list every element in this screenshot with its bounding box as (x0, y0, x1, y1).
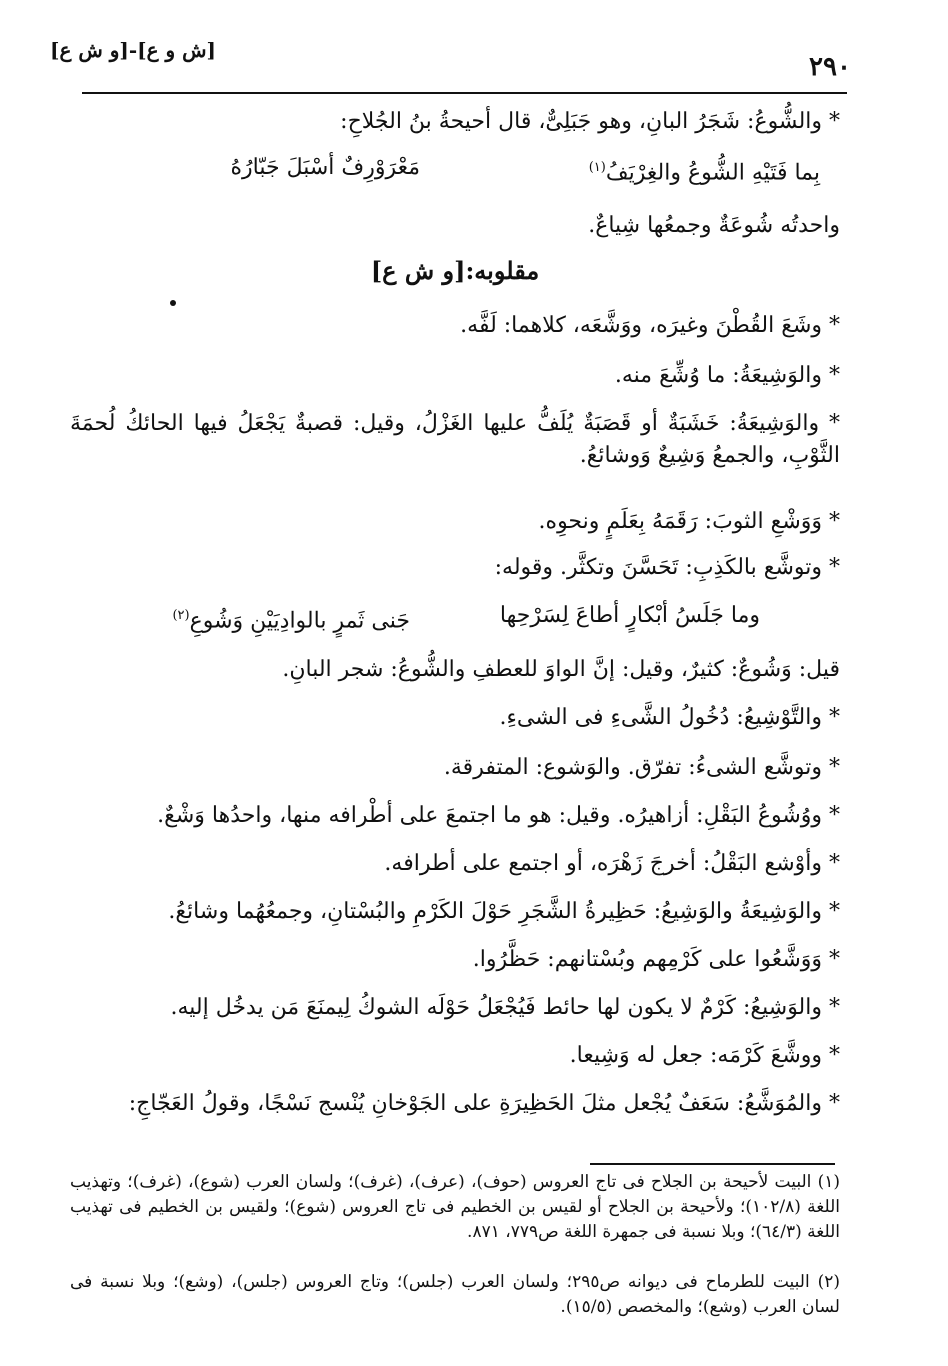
entry-awsha-baql: * وأوْشع البَقْلُ: أخرجَ زَهْرَه، أو اجتمع على أطرافه. (384, 851, 840, 876)
entry-wushu-baql: * ووُشُوعُ البَقْلِ: أزاهيرُه. وقيل: هو ما اجتمعَ على أطْرافه منها، واحدُها وَشْعٌ. (157, 803, 840, 828)
footnote-1: (١) البيت لأحيحة بن الجلاح فى تاج العروس (حوف)، (عرف)، (غرف)؛ ولسان العرب (شوع)، (غرف)؛ وتهذيب اللغة (١٠٢/٨)؛ ولأحيحة بن الجلاح أو لقيس بن الخطيم فى تاج العروس (شوع)؛ ولقيس بن الخطيم فى تهذيب اللغة (٦٤/٣)؛ وبلا نسبة فى جمهرة اللغة ص٧٧٩، ٨٧١. (70, 1172, 840, 1242)
entry-tawashsha-shay: * وتوشَّع الشىءُ: تفرّق. والوَشوع: المتفرقة. (443, 755, 840, 780)
entry-washsha-karmah: * ووشَّعَ كَرْمَه: جعل له وَشِيعا. (569, 1043, 840, 1068)
footnote-2: (٢) البيت للطرماح فى ديوانه ص٢٩٥؛ ولسان العرب (جلس)؛ وتاج العروس (جلس)، (وشع)؛ وبلا نسبة فى لسان العرب (وشع)؛ والمخصص (١٥/٥). (70, 1272, 840, 1317)
entry-tawshi: * والتَّوْشِيعُ: دُخُولُ الشَّىءِ فى الشىءِ. (499, 705, 840, 730)
entry-washu: قيل: وَشُوعٌ: كثيرٌ، وقيل: إنَّ الواوَ للعطفِ والشُّوعُ: شجر البانِ. (282, 657, 840, 682)
entry-shaw: * والشُّوعُ: شَجَرُ البانِ، وهو جَبَلِىٌّ، قال أحيحةُ بنُ الجُلاحِ: (340, 109, 840, 134)
entry-tawashsha-kadhib: * وتوشَّع بالكَذِبِ: تَحَسَّنَ وتكثَّر. وقوله: (494, 555, 840, 580)
footnote-rule (590, 1163, 835, 1165)
entry-washa-thawb: * وَوَشْعِ الثوبَ: رَقَمَهُ بِعَلَمٍ ونحوِه. (538, 509, 840, 534)
entry-washia-2: * والوَشِيعَةُ: خَشَبَةٌ أو قَصَبَةٌ يُلَفُّ عليها الغَزْلُ، وقيل: قصبةٌ يَجْعَلُ فيها الحائكُ لُحمَةَ الثَّوْبِ، والجمعُ وَشِيعٌ وَوشائعُ. (70, 411, 840, 468)
footnote-marker-1: (١) (588, 160, 606, 175)
entry-wahidatuhu: واحدتُه شُوعَةٌ وجمعُها شِياعٌ. (588, 213, 840, 238)
page-number: ٢٩٠ (809, 52, 851, 82)
entry-washia-1: * والوَشِيعَةُ: ما وُشِّعَ منه. (614, 363, 840, 388)
entry-washsha-u: * وَوَشَّعُوا على كَرْمِهم وبُسْتانهم: حَظَّرُوا. (472, 947, 840, 972)
section-heading-maqlub: مقلوبه:[و ش ع] (370, 256, 540, 285)
verse-1-first-hemistich: بِما فَتَيْهِ الشُّوعُ والغِرْيَفُ$^{(١)}$ (588, 160, 820, 186)
ink-dot (170, 300, 176, 306)
entry-muwashsha: * والمُوَشَّعُ: سَعَفٌ يُجْعل مثلَ الحَظِيرَةِ على الجَوْخانِ يُنْسج نَسْجًا، وقولُ العَجّاجِ: (128, 1091, 840, 1116)
verse-1-second-hemistich: مَعْرَوْرِفٌ أسْبَلَ جَبّارُهُ (230, 155, 420, 180)
entry-washi-karm: * والوَشِيعُ: كَرْمٌ لا يكون لها حائط فَيُجْعَلُ حَوْلَه الشوكُ لِيمنَعَ مَن يدخُل إليه. (170, 995, 840, 1020)
verse-2-first-hemistich: وما جَلَسُ أبْكارٍ أطاعَ لِسَرْحِها (499, 603, 760, 628)
entry-washia-hazira: * والوَشِيعَةُ والوَشِيعُ: حَظِيرةُ الشَّجَرِ حَوْلَ الكَرْمِ والبُسْتانِ، وجمعُهُما وشائعُ. (168, 899, 840, 924)
verse-2-second-hemistich: جَنى ثَمرٍ بالوادِيَيْنِ وَشُوعِ$^{(٢)}$ (172, 608, 410, 634)
header-rule (82, 92, 847, 94)
entry-washa: * وشَعَ القُطْنَ وغيرَه، ووَشَّعَه، كلاهما: لَفَّه. (460, 313, 840, 338)
footnote-marker-2: (٢) (172, 608, 190, 623)
running-header-root: [ش و ع]-[و ش ع] (50, 38, 217, 62)
